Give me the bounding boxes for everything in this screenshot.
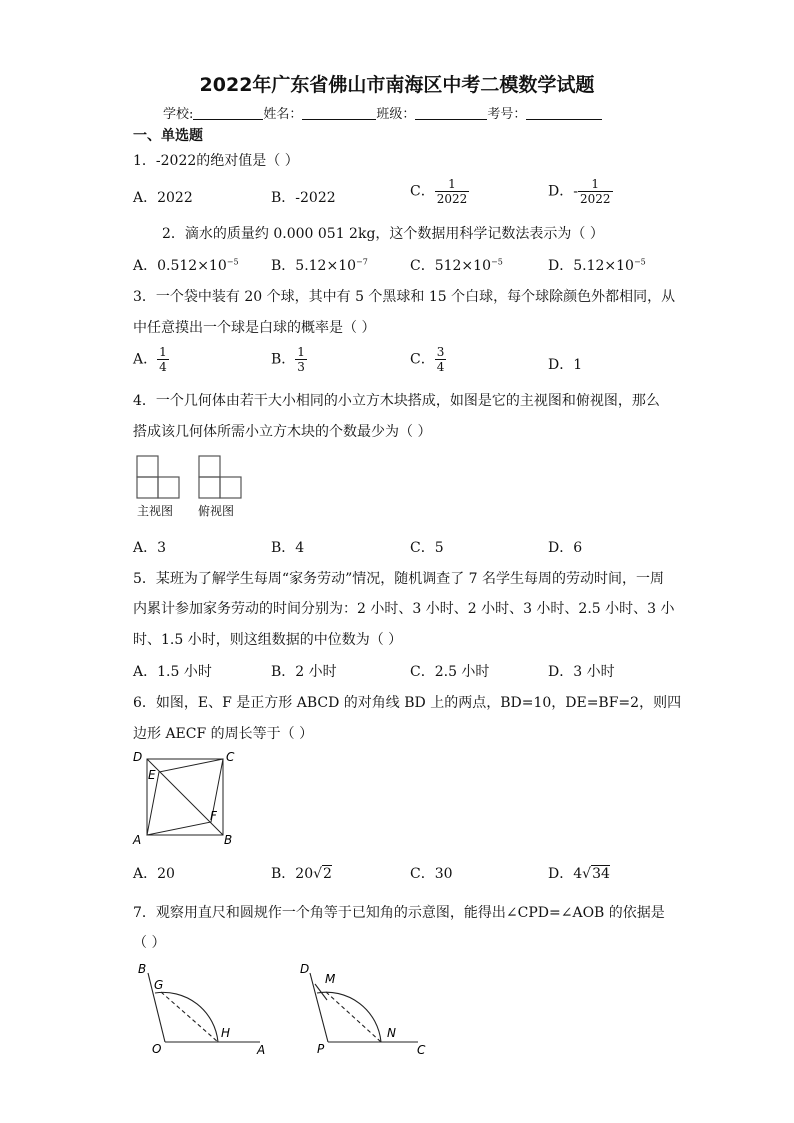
label-a: A — [133, 833, 142, 847]
label-b: B — [224, 833, 233, 847]
q7-figure-aob — [130, 958, 275, 1058]
q6-square-figure — [130, 748, 240, 848]
q5-option-c: C．2.5 小时 — [410, 664, 490, 680]
q3-option-a: A． $\frac{1}{4}$ — [133, 345, 167, 374]
q6-option-d: D．4√34 — [548, 866, 610, 882]
q2-option-d: D．$5.12\times 10^{-5}$ — [548, 257, 646, 274]
front-view-grid — [137, 456, 179, 498]
label-m: M — [325, 972, 336, 986]
q1-stem: 1．-2022的绝对值是（ ） — [133, 153, 299, 169]
label-d: D — [300, 962, 310, 976]
q6-option-b: B．20√2 — [271, 866, 332, 882]
q4-option-d: D．6 — [548, 540, 583, 556]
exam-no-label: 考号： — [487, 107, 527, 122]
class-label: 班级： — [376, 107, 416, 122]
q1-option-b: B．-2022 — [271, 190, 336, 206]
q3-option-c: C． $\frac{3}{4}$ — [410, 345, 445, 374]
q6-stem-line2: 边形 AECF 的周长等于（ ） — [133, 726, 314, 742]
label-c: C — [417, 1043, 426, 1057]
label-f: F — [210, 809, 217, 823]
label-p: P — [317, 1042, 325, 1056]
q3-option-d: D．1 — [548, 357, 583, 373]
q5-stem-line3: 时、1.5 小时，则这组数据的中位数为（ ） — [133, 632, 403, 648]
q3-stem-line1: 3．一个袋中装有 20 个球，其中有 5 个黑球和 15 个白球，每个球除颜色外都相同，从 — [133, 289, 676, 305]
school-label: 学校: — [163, 107, 194, 122]
q6-option-a: A．20 — [133, 866, 175, 882]
label-a: A — [257, 1043, 266, 1057]
top-view-grid — [199, 456, 241, 498]
school-blank — [193, 105, 263, 120]
q5-option-b: B．2 小时 — [271, 664, 337, 680]
exam-title: 2022年广东省佛山市南海区中考二模数学试题 — [199, 74, 595, 96]
diagonal-bd — [147, 759, 223, 835]
q5-stem-line2: 内累计参加家务劳动的时间分别为：2 小时、3 小时、2 小时、3 小时、2.5 小时、3 小 — [133, 601, 675, 617]
q7-stem-line1: 7．观察用直尺和圆规作一个角等于已知角的示意图，能得出∠CPD=∠AOB 的依据是 — [133, 905, 665, 921]
q4-option-c: C．5 — [410, 540, 444, 556]
label-o: O — [152, 1042, 162, 1056]
q4-option-a: A．3 — [133, 540, 167, 556]
class-blank — [415, 105, 487, 120]
student-info-line — [163, 103, 602, 122]
q4-option-b: B．4 — [271, 540, 305, 556]
q1-option-d: D．- $\frac{1}{2022}$ — [548, 177, 611, 206]
q3-option-b: B． $\frac{1}{3}$ — [271, 345, 305, 374]
top-view-label: 俯视图 — [198, 504, 235, 518]
q1-option-c: C． $\frac{1}{2022}$ — [410, 177, 468, 206]
label-b: B — [138, 962, 147, 976]
q5-stem-line1: 5．某班为了解学生每周“家务劳动”情况，随机调查了 7 名学生每周的劳动时间，一周 — [133, 571, 665, 587]
front-view-label: 主视图 — [137, 504, 174, 518]
q2-stem: 2．滴水的质量约 0.000 051 2kg，这个数据用科学记数法表示为（ ） — [162, 226, 604, 242]
label-g: G — [154, 978, 164, 992]
q6-option-c: C．30 — [410, 866, 453, 882]
label-n: N — [387, 1026, 396, 1040]
q4-stem-line2: 搭成该几何体所需小立方木块的个数最少为（ ） — [133, 424, 432, 440]
q2-option-c: C．$512\times 10^{-5}$ — [410, 257, 503, 274]
q7-stem-line2: （ ） — [133, 935, 166, 951]
section-heading: 一、单选题 — [133, 128, 203, 144]
q5-option-a: A．1.5 小时 — [133, 664, 212, 680]
q5-option-d: D．3 小时 — [548, 664, 615, 680]
name-label: 姓名： — [263, 107, 303, 122]
q6-stem-line1: 6．如图，E、F 是正方形 ABCD 的对角线 BD 上的两点，BD=10，DE=BF=2，则四 — [133, 695, 682, 711]
q1-option-a: A．2022 — [133, 190, 193, 206]
q4-stem-line1: 4．一个几何体由若干大小相同的小立方木块搭成，如图是它的主视图和俯视图，那么 — [133, 393, 660, 409]
name-blank — [302, 105, 376, 120]
q3-stem-line2: 中任意摸出一个球是白球的概率是（ ） — [133, 320, 376, 336]
label-c: C — [226, 750, 235, 764]
exam-no-blank — [526, 105, 602, 120]
label-h: H — [221, 1026, 231, 1040]
q2-option-a: A．$0.512\times 10^{-5}$ — [133, 257, 239, 274]
q7-figure-cpd — [295, 958, 440, 1058]
label-e: E — [148, 768, 156, 782]
q2-option-b: B．$5.12\times 10^{-7}$ — [271, 257, 368, 274]
label-d: D — [133, 750, 143, 764]
